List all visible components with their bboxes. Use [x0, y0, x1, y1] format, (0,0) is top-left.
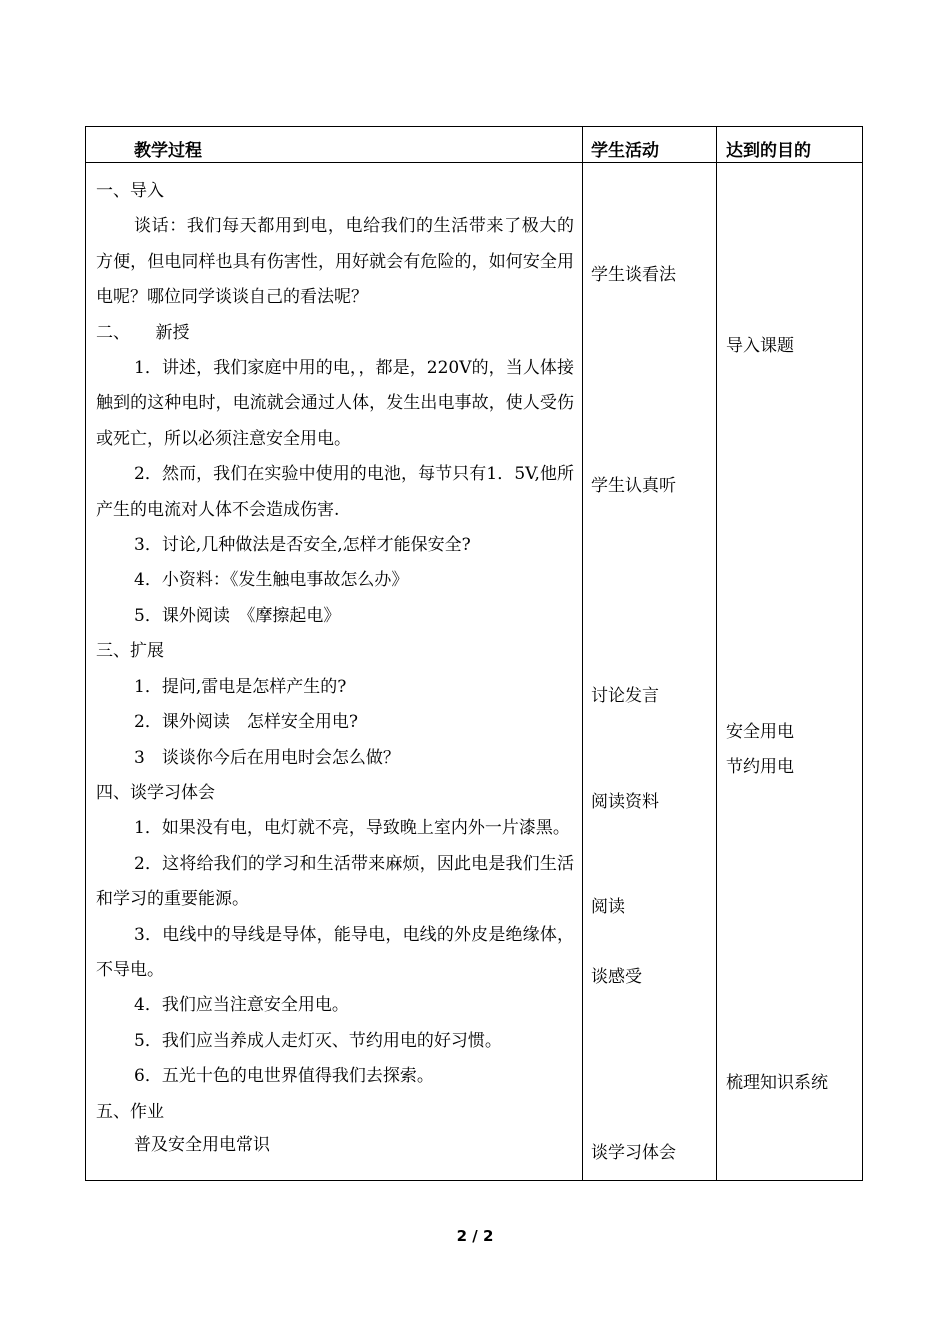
process-paragraph: 1．讲述，我们家庭中用的电，，都是，220V的，当人体接触到的这种电时，电流就会通过人体，发生出电事故，使人受伤或死亡，所以必须注意安全用电。 [96, 358, 574, 449]
activity-item: 阅读资料 [591, 792, 659, 812]
process-paragraph: 4．小资料：《发生触电事故怎么办》 [134, 570, 409, 591]
process-paragraph: 4．我们应当注意安全用电。 [134, 995, 349, 1016]
process-paragraph: 5．课外阅读 《摩擦起电》 [134, 605, 341, 626]
process-paragraph: 2．然而，我们在实验中使用的电池，每节只有1．5V,他所产生的电流对人体不会造成伤害. [96, 464, 574, 520]
goal-item: 节约用电 [726, 757, 794, 777]
goal-item: 梳理知识系统 [726, 1073, 828, 1093]
page-number: 2 / 2 [456, 1227, 494, 1245]
activity-item: 谈感受 [591, 967, 642, 987]
process-paragraph: 普及安全用电常识 [134, 1134, 270, 1155]
goal-item: 安全用电 [726, 722, 794, 742]
header-student-activity: 学生活动 [591, 141, 659, 161]
activity-item: 学生认真听 [591, 476, 676, 496]
process-paragraph: 3．电线中的导线是导体，能导电，电线的外皮是绝缘体，不导电。 [96, 924, 574, 980]
header-teaching-process: 教学过程 [134, 141, 202, 161]
activity-item: 讨论发言 [591, 686, 659, 706]
process-paragraph: 2．课外阅读 怎样安全用电? [134, 712, 358, 733]
goal-item: 导入课题 [726, 336, 794, 356]
activity-item: 谈学习体会 [591, 1143, 676, 1163]
header-divider [86, 162, 862, 163]
process-paragraph: 5．我们应当养成人走灯灭、节约用电的好习惯。 [134, 1030, 502, 1051]
process-paragraph: 1．提问,雷电是怎样产生的? [134, 676, 347, 697]
activity-item: 阅读 [591, 897, 625, 917]
section-heading: 二、 新授 [96, 322, 190, 343]
process-paragraph: 1．如果没有电，电灯就不亮，导致晚上室内外一片漆黑。 [134, 818, 570, 839]
section-heading: 五、作业 [96, 1101, 164, 1122]
process-paragraph: 3．讨论,几种做法是否安全,怎样才能保安全? [134, 535, 471, 556]
process-paragraph: 3 谈谈你今后在用电时会怎么做？ [134, 747, 400, 768]
column-divider [582, 127, 583, 1180]
process-paragraph: 6．五光十色的电世界值得我们去探索。 [134, 1066, 434, 1087]
lesson-table [85, 126, 863, 1181]
header-goal: 达到的目的 [726, 141, 811, 161]
process-paragraph: 谈话：我们每天都用到电，电给我们的生活带来了极大的方便，但电同样也具有伤害性，用好就会有危险的，如何安全用电呢？哪位同学谈谈自己的看法呢？ [96, 216, 574, 308]
activity-item: 学生谈看法 [591, 265, 676, 285]
section-heading: 四、谈学习体会 [96, 782, 215, 803]
process-paragraph: 2．这将给我们的学习和生活带来麻烦，因此电是我们生活和学习的重要能源。 [96, 853, 574, 910]
teaching-process-column [96, 174, 574, 1163]
section-heading: 一、导入 [96, 181, 164, 201]
section-heading: 三、扩展 [96, 641, 164, 662]
column-divider [716, 127, 717, 1180]
